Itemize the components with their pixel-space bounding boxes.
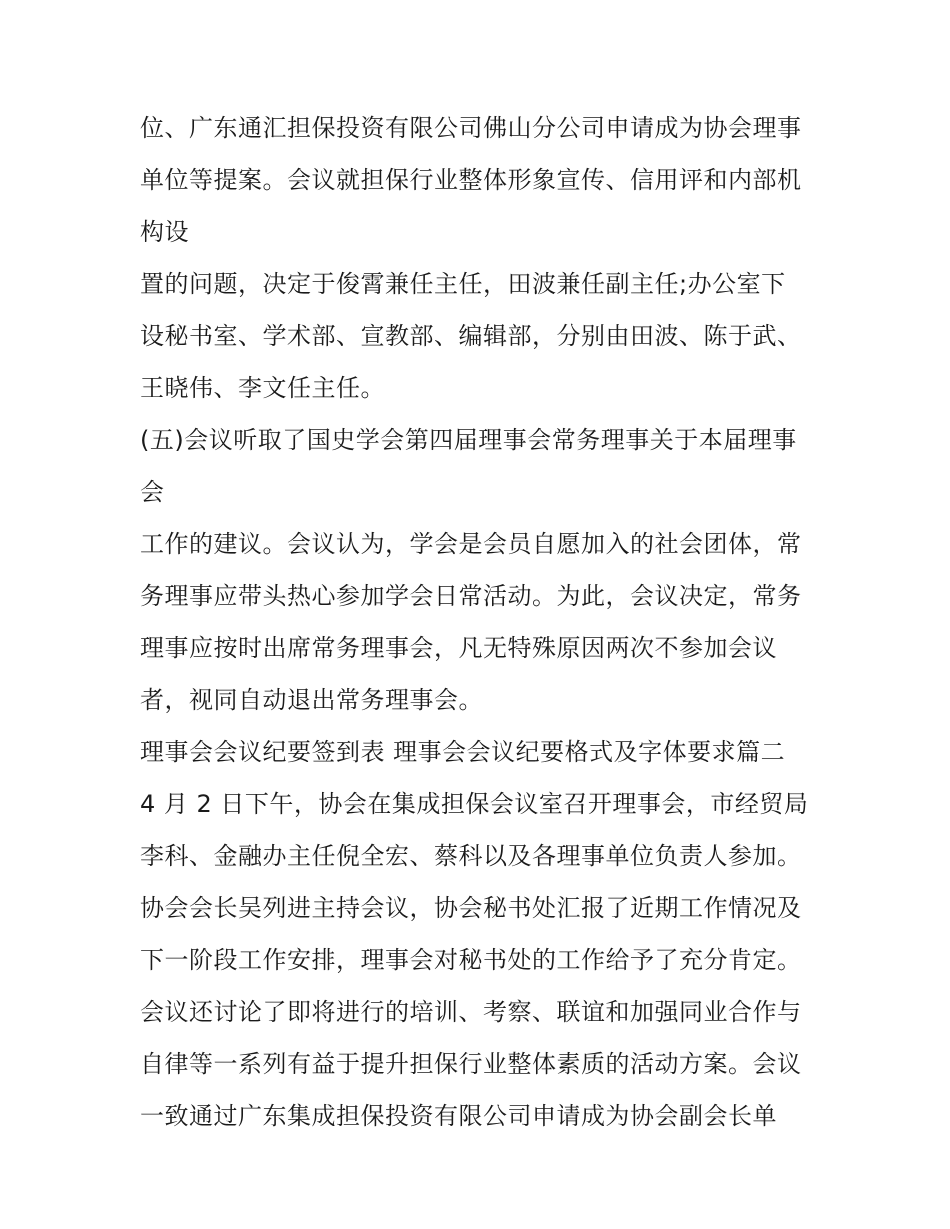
text-line: 务理事应带头热心参加学会日常活动。为此，会议决定，常务 bbox=[140, 582, 802, 610]
text-line: 自律等一系列有益于提升担保行业整体素质的活动方案。会议 bbox=[140, 1050, 802, 1078]
text-line: 一致通过广东集成担保投资有限公司申请成为协会副会长单 bbox=[140, 1102, 777, 1130]
text-line: 者，视同自动退出常务理事会。 bbox=[140, 686, 483, 714]
text-line: 设秘书室、学术部、宣教部、编辑部，分别由田波、陈于武、 bbox=[140, 322, 802, 350]
text-line: (五)会议听取了国史学会第四届理事会常务理事关于本届理事 bbox=[140, 426, 797, 454]
section-heading: 理事会会议纪要签到表 理事会会议纪要格式及字体要求篇二 bbox=[140, 738, 786, 766]
text-line: 4 月 2 日下午，协会在集成担保会议室召开理事会，市经贸局 bbox=[140, 790, 809, 818]
text-line: 单位等提案。会议就担保行业整体形象宣传、信用评和内部机 bbox=[140, 166, 802, 194]
text-line: 会 bbox=[140, 478, 165, 506]
text-line: 会议还讨论了即将进行的培训、考察、联谊和加强同业合作与 bbox=[140, 998, 802, 1026]
text-line: 构设 bbox=[140, 218, 189, 246]
text-line: 王晓伟、李文任主任。 bbox=[140, 374, 385, 402]
text-line: 位、广东通汇担保投资有限公司佛山分公司申请成为协会理事 bbox=[140, 114, 802, 142]
body-text bbox=[140, 102, 820, 1142]
text-line: 工作的建议。会议认为，学会是会员自愿加入的社会团体，常 bbox=[140, 530, 802, 558]
text-line: 协会会长吴列进主持会议，协会秘书处汇报了近期工作情况及 bbox=[140, 894, 802, 922]
text-line: 置的问题，决定于俊霄兼任主任，田波兼任副主任;办公室下 bbox=[140, 270, 786, 298]
text-line: 李科、金融办主任倪全宏、蔡科以及各理事单位负责人参加。 bbox=[140, 842, 802, 870]
text-line: 理事应按时出席常务理事会，凡无特殊原因两次不参加会议 bbox=[140, 634, 777, 662]
text-line: 下一阶段工作安排，理事会对秘书处的工作给予了充分肯定。 bbox=[140, 946, 802, 974]
